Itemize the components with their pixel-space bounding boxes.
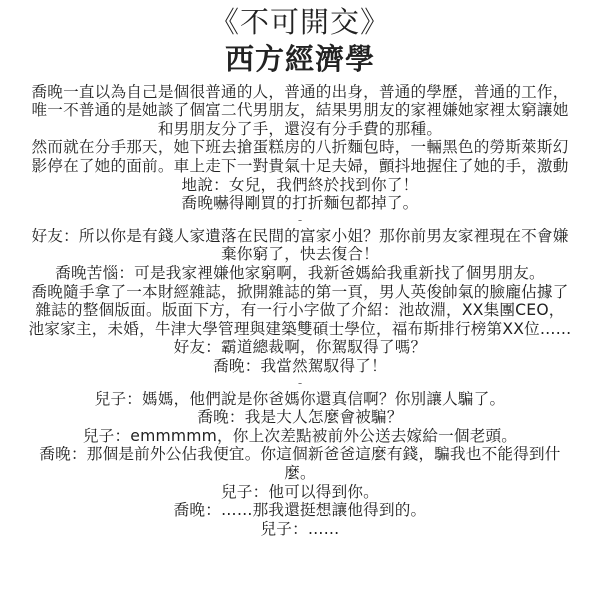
- paragraph: 然而就在分手那天，她下班去搶蛋糕房的八折麵包時，一輛黑色的勞斯萊斯幻影停在了她的面前。車上走下一對貴氣十足夫婦，顫抖地握住了她的手，激動地說：女兒，我們終於找到你了！: [31, 138, 569, 194]
- book-subtitle: 西方經濟學: [224, 42, 375, 77]
- book-title: 《不可開交》: [209, 5, 390, 39]
- paragraph: 兒子：emmmmm，你上次差點被前外公送去嫁給一個老頭。: [82, 426, 518, 445]
- section-friend-dialogue: [28, 227, 572, 376]
- paragraph: 喬晚：我是大人怎麼會被騙？: [197, 408, 403, 427]
- section-son-dialogue: [28, 390, 572, 539]
- paragraph: 兒子：……: [260, 519, 340, 538]
- paragraph: 喬晚一直以為自己是個很普通的人，普通的出身，普通的學歷，普通的工作，唯一不普通的是她談了個富二代男朋友，結果男朋友的家裡嫌她家裡太窮讓她和男朋友分了手，還沒有分手費的那種。: [31, 82, 569, 138]
- paragraph: 喬晚：我當然駕馭得了！: [213, 357, 387, 375]
- paragraph: 喬晚：……那我還挺想讓他得到的。: [173, 501, 427, 520]
- paragraph: 喬晚苦惱：可是我家裡嫌他家窮啊，我新爸媽給我重新找了個男朋友。: [55, 264, 545, 283]
- paragraph: 兒子：媽媽，他們說是你爸媽你還真信啊？你別讓人騙了。: [94, 389, 506, 408]
- paragraph: 兒子：他可以得到你。: [221, 482, 379, 501]
- paragraph: 喬晚：那個是前外公佔我便宜。你這個新爸爸這麼有錢，騙我也不能得到什麼。: [39, 445, 561, 482]
- section-intro: [28, 83, 572, 213]
- section-separator: -: [297, 375, 303, 390]
- paragraph: 喬晚嚇得剛買的打折麵包都掉了。: [181, 194, 419, 213]
- paragraph: 喬晚隨手拿了一本財經雜誌，掀開雜誌的第一頁，男人英俊帥氣的臉龐佔據了雜誌的整個版面。版面下方，有一行小字做了介紹：池故淵，XX集團CEO，池家家主，未婚，牛津大學管理與建築雙碩士學位，福布斯排行榜第XX位……: [28, 282, 572, 338]
- paragraph: 好友：所以你是有錢人家遺落在民間的富家小姐？那你前男友家裡現在不會嫌棄你窮了，快去復合！: [31, 226, 569, 264]
- section-separator: -: [297, 212, 303, 227]
- paragraph: 好友：霸道總裁啊，你駕馭得了嗎？: [173, 338, 427, 357]
